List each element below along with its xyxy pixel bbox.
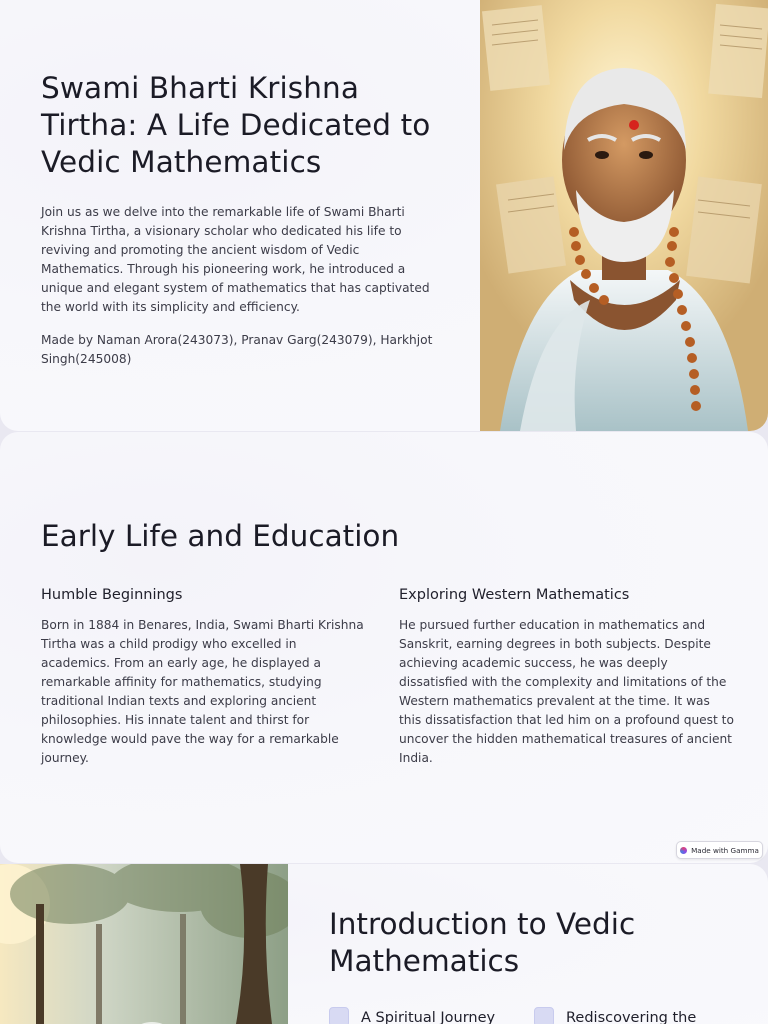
forest-image [0, 864, 288, 1024]
gamma-logo-icon [680, 847, 687, 854]
feature-spiritual-journey [329, 1007, 495, 1024]
hero-card [0, 0, 768, 431]
feature-icon [329, 1007, 349, 1024]
badge-label: Made with Gamma [691, 845, 759, 855]
hero-text-block [41, 70, 441, 369]
column-heading: Exploring Western Mathematics [399, 587, 630, 603]
column-text: He pursued further education in mathematics and Sanskrit, earning degrees in both subjects. Despite achieving academic success, he was deeply dissatisfied with the complexity and limitations of the Western mathematics prevalent at the time. It was this dissatisfaction that led him on a profound quest to uncover the hidden mathematical treasures of ancient India. [399, 618, 734, 765]
made-with-gamma-badge[interactable] [676, 841, 763, 859]
forest-illustration [0, 864, 288, 1024]
feature-icon [534, 1007, 554, 1024]
intro-title: Introduction to Vedic Mathematics [329, 907, 636, 978]
hero-credit: Made by Naman Arora(243073), Pranav Garg(243079), Harkhjot Singh(245008) [41, 333, 433, 366]
page-title: Swami Bharti Krishna Tirtha: A Life Dedicated to Vedic Mathematics [41, 71, 431, 179]
swami-portrait-image [480, 0, 768, 431]
hero-description: Join us as we delve into the remarkable life of Swami Bharti Krishna Tirtha, a visionary scholar who dedicated his life to reviving and promoting the ancient wisdom of Vedic Mathematics. Through his pioneering work, he introduced a unique and elegant system of mathematics that has captivated the world with its simplicity and efficiency. [41, 205, 430, 314]
humble-beginnings-column [41, 584, 366, 768]
western-mathematics-column [399, 584, 734, 768]
early-life-title: Early Life and Education [41, 519, 400, 553]
feature-rediscovering [534, 1007, 696, 1024]
feature-label: A Spiritual Journey [361, 1010, 496, 1024]
column-text: Born in 1884 in Benares, India, Swami Bharti Krishna Tirtha was a child prodigy who excelled in academics. From an early age, he displayed a remarkable affinity for mathematics, studying traditional Indian texts and exploring ancient philosophies. His innate talent and thirst for knowledge would pave the way for a remarkable journey. [41, 618, 364, 765]
swami-portrait-illustration [480, 0, 768, 431]
column-heading: Humble Beginnings [41, 587, 183, 603]
feature-label: Rediscovering the [566, 1010, 697, 1024]
